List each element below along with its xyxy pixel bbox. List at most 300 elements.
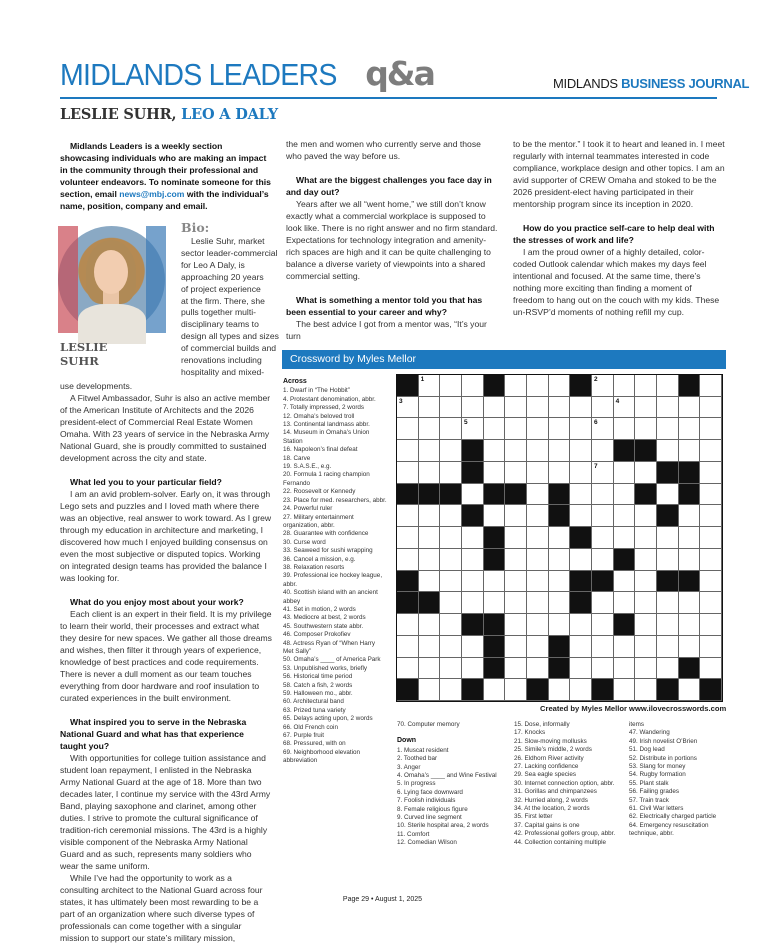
clue-line: organization, abbr. — [283, 521, 335, 529]
crossword-cell[interactable] — [635, 571, 657, 593]
crossword-cell[interactable] — [635, 527, 657, 549]
crossword-cell[interactable] — [419, 636, 441, 658]
crossword-block — [484, 614, 506, 636]
bio-paragraph: A Fitwel Ambassador, Suhr is also an active member of the American Institute of Architects and the 2026 president-elect of Commercial Real Estate Women Omaha. With 23 years of service in the Nebraska Army National Guard, she is proudly committed to sustained development across the city and state. — [60, 393, 271, 463]
crossword-cell[interactable] — [397, 636, 419, 658]
clue-line: 28. Guarantee with confidence — [283, 530, 369, 538]
crossword-block — [635, 440, 657, 462]
crossword-cell[interactable] — [570, 440, 592, 462]
crossword-cell[interactable] — [679, 636, 701, 658]
crossword-block — [397, 679, 419, 701]
crossword-cell[interactable] — [440, 679, 462, 701]
crossword-cell[interactable] — [679, 592, 701, 614]
crossword-cell[interactable] — [440, 636, 462, 658]
clue-line: 20. Formula 1 racing champion — [283, 471, 370, 479]
crossword-cell[interactable] — [484, 592, 506, 614]
crossword-block — [397, 571, 419, 593]
crossword-block — [549, 636, 571, 658]
crossword-block — [614, 549, 636, 571]
answer: The best advice I got from a mentor was, “It’s your turn — [286, 319, 487, 341]
crossword-cell[interactable] — [592, 505, 614, 527]
crossword-cell[interactable] — [592, 658, 614, 680]
crossword-cell[interactable] — [657, 549, 679, 571]
crossword-cell[interactable] — [679, 527, 701, 549]
portrait-photo — [58, 226, 165, 333]
crossword-cell[interactable] — [527, 549, 549, 571]
clue-line: 49. Irish novelist O’Brien — [629, 737, 698, 745]
answer: I am the proud owner of a highly detailed, color-coded Outlook calendar which makes my days feel intentional and focused. At the same time, there’s nothing more exciting than finding a moment of freedom to hang out on the couch with my kids. These un-RSVP’d moments of nothing refill my cup. — [513, 247, 720, 317]
down-clues-column-3 — [629, 721, 729, 839]
clue-line: 43. Mediocre at best, 2 words — [283, 614, 366, 622]
crossword-cell[interactable] — [635, 592, 657, 614]
crossword-cell[interactable] — [700, 592, 722, 614]
crossword-cell[interactable] — [419, 679, 441, 701]
clue-line: 30. Curse word — [283, 538, 326, 546]
crossword-cell[interactable] — [635, 549, 657, 571]
clue-line: Fernando — [283, 479, 310, 487]
crossword-block — [484, 658, 506, 680]
crossword-cell[interactable] — [635, 679, 657, 701]
crossword-block — [440, 484, 462, 506]
clue-line: 41. Set in motion, 2 words — [283, 605, 356, 613]
crossword-cell[interactable] — [462, 527, 484, 549]
crossword-cell[interactable] — [440, 571, 462, 593]
intro-text-before: Midlands Leaders is a weekly section showcasing individuals who are making an impact in the community through their professional and volunteer endeavors. To nominate someone for this section, email — [60, 141, 271, 199]
crossword-cell[interactable] — [700, 418, 722, 440]
clue-line: 67. Purple fruit — [283, 732, 324, 740]
crossword-cell[interactable] — [527, 592, 549, 614]
crossword-cell[interactable] — [549, 614, 571, 636]
crossword-cell[interactable] — [505, 462, 527, 484]
crossword-cell[interactable] — [657, 375, 679, 397]
clue-number: 5 — [463, 419, 468, 427]
crossword-cell[interactable] — [527, 636, 549, 658]
crossword-block — [397, 375, 419, 397]
crossword-cell[interactable] — [570, 462, 592, 484]
crossword-cell[interactable] — [419, 549, 441, 571]
bio-continued: use developments. — [60, 381, 133, 391]
bio-line: design all types and sizes — [181, 331, 279, 342]
clue-line: 18. Carve — [283, 454, 311, 462]
crossword-cell[interactable] — [570, 679, 592, 701]
crossword-cell[interactable] — [679, 397, 701, 419]
bio-line: disciplinary teams to — [181, 319, 259, 330]
photo-caption — [60, 340, 107, 368]
crossword-cell[interactable] — [592, 636, 614, 658]
clue-line: 5. In progress — [397, 780, 436, 788]
publication-name-bold: BUSINESS JOURNAL — [621, 76, 750, 91]
crossword-cell[interactable] — [592, 375, 614, 397]
bio-line: at the firm. There, she — [181, 295, 265, 306]
crossword-block — [484, 484, 506, 506]
clue-line: 38. Relaxation resorts — [283, 563, 345, 571]
clue-line: 56. Failing grades — [629, 788, 680, 796]
crossword-cell[interactable] — [484, 462, 506, 484]
crossword-cell[interactable] — [505, 527, 527, 549]
crossword-cell[interactable] — [592, 592, 614, 614]
clue-line: 26. Eldhorn River activity — [514, 754, 584, 762]
intro-text — [60, 140, 272, 212]
question: What do you enjoy most about your work? — [70, 597, 244, 607]
crossword-cell[interactable] — [484, 679, 506, 701]
crossword-cell[interactable] — [440, 440, 462, 462]
crossword-block — [700, 679, 722, 701]
crossword-cell[interactable] — [397, 418, 419, 440]
crossword-block — [484, 636, 506, 658]
crossword-cell[interactable] — [614, 505, 636, 527]
crossword-cell[interactable] — [592, 397, 614, 419]
crossword-cell[interactable] — [614, 527, 636, 549]
crossword-cell[interactable] — [700, 571, 722, 593]
crossword-cell[interactable] — [462, 571, 484, 593]
crossword-cell[interactable] — [614, 375, 636, 397]
crossword-cell[interactable] — [635, 636, 657, 658]
crossword-cell[interactable] — [505, 375, 527, 397]
crossword-block — [462, 462, 484, 484]
clue-line: 44. Collection containing multiple — [514, 838, 607, 846]
crossword-cell[interactable] — [440, 592, 462, 614]
crossword-cell[interactable] — [397, 549, 419, 571]
crossword-cell[interactable] — [484, 440, 506, 462]
clue-line: 21. Slow-moving mollusks — [514, 737, 587, 745]
crossword-cell[interactable] — [527, 505, 549, 527]
spacer — [397, 729, 509, 737]
crossword-block — [549, 505, 571, 527]
crossword-cell[interactable] — [635, 375, 657, 397]
crossword-cell[interactable] — [614, 679, 636, 701]
crossword-cell[interactable] — [657, 658, 679, 680]
crossword-cell[interactable] — [700, 614, 722, 636]
crossword-block — [397, 592, 419, 614]
crossword-cell[interactable] — [570, 549, 592, 571]
clue-line: items — [629, 721, 645, 728]
crossword-cell[interactable] — [419, 571, 441, 593]
clue-line: 53. Unpublished works, briefly — [283, 664, 367, 672]
bio-line: hospitality and mixed- — [181, 366, 265, 377]
crossword-cell[interactable] — [462, 418, 484, 440]
crossword-cell[interactable] — [419, 614, 441, 636]
crossword-cell[interactable] — [614, 636, 636, 658]
crossword-cell[interactable] — [419, 440, 441, 462]
crossword-cell[interactable] — [700, 397, 722, 419]
crossword-cell[interactable] — [549, 397, 571, 419]
clue-line: 45. Southwestern state abbr. — [283, 622, 364, 630]
crossword-cell[interactable] — [440, 397, 462, 419]
crossword-cell[interactable] — [592, 549, 614, 571]
answer: While I’ve had the opportunity to work as a consulting architect to the National Guard across four states, it has ultimately been most rewarding to be a part of an organization where such diverse types of professionals can come together with a singular mission to support our state’s military mission, — [60, 873, 263, 943]
crossword-cell[interactable] — [635, 505, 657, 527]
clue-line: 62. Electrically charged particle — [629, 813, 717, 821]
crossword-cell[interactable] — [657, 527, 679, 549]
crossword-cell[interactable] — [527, 440, 549, 462]
crossword-cell[interactable] — [679, 440, 701, 462]
header-rule-dash — [702, 97, 708, 99]
clue-line: abbey — [283, 597, 301, 605]
crossword-cell[interactable] — [505, 440, 527, 462]
crossword-cell[interactable] — [484, 505, 506, 527]
crossword-cell[interactable] — [462, 658, 484, 680]
answer: I am an avid problem-solver. Early on, it was through Lego sets and puzzles and I loved math where there was an objective, real answer to work toward. As I grew through my education in architecture and marketing, I discovered how much I enjoyed building consensus on even the most subjective or disputed topics. Working on integrated design teams has provided the balance I was looking for. — [60, 489, 272, 583]
crossword-block — [462, 440, 484, 462]
crossword-cell[interactable] — [614, 571, 636, 593]
crossword-cell[interactable] — [419, 462, 441, 484]
crossword-cell[interactable] — [397, 527, 419, 549]
bio-line: sector leader-commercial — [181, 247, 278, 258]
crossword-cell[interactable] — [592, 614, 614, 636]
crossword-block — [570, 375, 592, 397]
crossword-block — [679, 375, 701, 397]
crossword-cell[interactable] — [397, 397, 419, 419]
crossword-cell[interactable] — [549, 571, 571, 593]
crossword-cell[interactable] — [679, 614, 701, 636]
clue-line: 7. Foolish individuals — [397, 797, 456, 805]
crossword-cell[interactable] — [505, 614, 527, 636]
crossword-cell[interactable] — [440, 527, 462, 549]
crossword-block — [570, 527, 592, 549]
crossword-cell[interactable] — [700, 505, 722, 527]
clue-line: 19. S.A.S.E., e.g. — [283, 463, 332, 471]
crossword-cell[interactable] — [419, 418, 441, 440]
clue-line: 14. Museum in Omaha’s Union — [283, 429, 370, 437]
photo-background — [146, 226, 166, 333]
crossword-grid[interactable] — [396, 374, 723, 702]
intro-text-after: with the individual’s name, position, company and email. — [60, 189, 269, 211]
clue-line: 48. Actress Ryan of “When Harry — [283, 639, 376, 647]
crossword-cell[interactable] — [592, 484, 614, 506]
across-clues — [283, 378, 393, 766]
crossword-cell[interactable] — [570, 614, 592, 636]
crossword-cell[interactable] — [614, 484, 636, 506]
down-clues-column-2 — [514, 721, 629, 847]
crossword-cell[interactable] — [570, 658, 592, 680]
crossword-cell[interactable] — [397, 505, 419, 527]
crossword-cell[interactable] — [440, 505, 462, 527]
crossword-cell[interactable] — [657, 397, 679, 419]
crossword-cell[interactable] — [592, 418, 614, 440]
crossword-cell[interactable] — [505, 418, 527, 440]
masthead — [60, 54, 434, 98]
crossword-cell[interactable] — [419, 397, 441, 419]
clue-number: 2 — [593, 376, 598, 383]
down-clue-list — [397, 747, 509, 848]
clue-line: 11. Comfort — [397, 830, 430, 838]
clue-line: 25. Simile’s middle, 2 words — [514, 746, 592, 754]
crossword-block — [570, 592, 592, 614]
crossword-cell[interactable] — [635, 614, 657, 636]
clue-line: 58. Catch a fish, 2 words — [283, 681, 353, 689]
clue-line: Station — [283, 437, 303, 445]
clue-line: 12. Comedian Wilson — [397, 839, 457, 847]
crossword-cell[interactable] — [505, 571, 527, 593]
crossword-cell[interactable] — [614, 418, 636, 440]
clue-line: 69. Neighborhood elevation — [283, 748, 361, 756]
crossword-cell[interactable] — [505, 636, 527, 658]
clue-line: 50. Omaha’s ____ of America Park — [283, 656, 381, 664]
crossword-cell[interactable] — [635, 397, 657, 419]
crossword-cell[interactable] — [549, 592, 571, 614]
crossword-cell[interactable] — [419, 505, 441, 527]
crossword-cell[interactable] — [462, 375, 484, 397]
down-clue-list — [629, 721, 729, 839]
bio-line: of commercial builds and — [181, 343, 277, 354]
crossword-cell[interactable] — [570, 418, 592, 440]
down-clues-column-1 — [397, 721, 509, 848]
crossword-cell[interactable] — [440, 658, 462, 680]
clue-line: 8. Female religious figure — [397, 805, 468, 813]
crossword-cell[interactable] — [549, 418, 571, 440]
clue-line: 53. Slang for money — [629, 763, 686, 771]
crossword-cell[interactable] — [614, 397, 636, 419]
clue-line: 65. Delays acting upon, 2 words — [283, 715, 373, 723]
crossword-cell[interactable] — [592, 440, 614, 462]
crossword-cell[interactable] — [440, 418, 462, 440]
crossword-block — [657, 462, 679, 484]
crossword-cell[interactable] — [419, 527, 441, 549]
clue-line: 17. Knocks — [514, 729, 546, 737]
crossword-block — [549, 658, 571, 680]
byline-name: LESLIE SUHR, — [60, 106, 177, 123]
clue-line: 3. Anger — [397, 763, 421, 771]
crossword-cell[interactable] — [570, 397, 592, 419]
crossword-cell[interactable] — [549, 440, 571, 462]
crossword-cell[interactable] — [527, 614, 549, 636]
crossword-cell[interactable] — [679, 505, 701, 527]
clue-line: 4. Protestant denomination, abbr. — [283, 395, 376, 403]
crossword-cell[interactable] — [527, 527, 549, 549]
crossword-cell[interactable] — [570, 636, 592, 658]
crossword-cell[interactable] — [549, 375, 571, 397]
crossword-cell[interactable] — [505, 397, 527, 419]
crossword-block — [505, 484, 527, 506]
crossword-cell[interactable] — [484, 418, 506, 440]
crossword-cell[interactable] — [700, 440, 722, 462]
crossword-cell[interactable] — [549, 462, 571, 484]
crossword-cell[interactable] — [484, 397, 506, 419]
crossword-cell[interactable] — [700, 658, 722, 680]
crossword-block — [484, 549, 506, 571]
bio-line: renovations including — [181, 355, 262, 366]
crossword-cell[interactable] — [440, 549, 462, 571]
crossword-cell[interactable] — [527, 418, 549, 440]
clue-line: 37. Capital gains is one — [514, 821, 580, 829]
crossword-cell[interactable] — [440, 462, 462, 484]
crossword-cell[interactable] — [700, 462, 722, 484]
crossword-cell[interactable] — [462, 592, 484, 614]
crossword-cell[interactable] — [614, 592, 636, 614]
crossword-cell[interactable] — [484, 571, 506, 593]
clue-line: 59. Halloween mo., abbr. — [283, 690, 353, 698]
crossword-cell[interactable] — [679, 679, 701, 701]
crossword-cell[interactable] — [657, 592, 679, 614]
clue-line: 15. Dose, informally — [514, 721, 570, 728]
crossword-cell[interactable] — [462, 484, 484, 506]
crossword-cell[interactable] — [527, 375, 549, 397]
answer-continued: to be the mentor.” I took it to heart and leaned in. I meet regularly with internal teammates interested in code compliance, workplace design and other topics. I am an avid supporter of CREW Omaha and stoked to be the 2026 president-elect having participated in their mentorship program since its inception in 2020. — [513, 139, 725, 209]
crossword-cell[interactable] — [614, 658, 636, 680]
crossword-cell[interactable] — [570, 505, 592, 527]
question: How do you practice self-care to help deal with the stresses of work and life? — [513, 223, 715, 245]
clue-number: 6 — [593, 419, 598, 427]
clue-line: 36. Cancel a mission, e.g. — [283, 555, 356, 563]
crossword-cell[interactable] — [700, 375, 722, 397]
clue-line: abbr. — [283, 580, 298, 588]
bio-line: for Leo A Daly, is — [181, 259, 245, 270]
crossword-cell[interactable] — [527, 484, 549, 506]
crossword-cell[interactable] — [635, 418, 657, 440]
crossword-cell[interactable] — [549, 679, 571, 701]
crossword-cell[interactable] — [505, 549, 527, 571]
crossword-cell[interactable] — [614, 462, 636, 484]
clue-line: 1. Muscat resident — [397, 746, 449, 754]
crossword-cell[interactable] — [700, 636, 722, 658]
crossword-cell[interactable] — [700, 549, 722, 571]
crossword-cell[interactable] — [527, 462, 549, 484]
crossword-cell[interactable] — [635, 462, 657, 484]
crossword-cell[interactable] — [397, 614, 419, 636]
crossword-cell[interactable] — [635, 658, 657, 680]
clue-line: 33. Seaweed for sushi wrapping — [283, 547, 373, 555]
crossword-cell[interactable] — [592, 527, 614, 549]
publication-name — [553, 76, 749, 91]
crossword-cell[interactable] — [700, 527, 722, 549]
crossword-cell[interactable] — [440, 375, 462, 397]
crossword-cell[interactable] — [462, 549, 484, 571]
crossword-cell[interactable] — [462, 397, 484, 419]
crossword-cell[interactable] — [657, 418, 679, 440]
crossword-cell[interactable] — [592, 462, 614, 484]
crossword-cell[interactable] — [549, 527, 571, 549]
crossword-cell[interactable] — [657, 484, 679, 506]
crossword-cell[interactable] — [657, 614, 679, 636]
intro-email-link[interactable]: news@mbj.com — [119, 189, 185, 199]
crossword-cell[interactable] — [397, 658, 419, 680]
crossword-cell[interactable] — [505, 679, 527, 701]
crossword-block — [592, 571, 614, 593]
crossword-cell[interactable] — [397, 440, 419, 462]
crossword-cell[interactable] — [679, 549, 701, 571]
crossword-cell[interactable] — [527, 571, 549, 593]
clue-line: 61. Civil War letters — [629, 805, 684, 813]
crossword-block — [614, 614, 636, 636]
crossword-cell[interactable] — [527, 658, 549, 680]
crossword-cell[interactable] — [440, 614, 462, 636]
crossword-cell[interactable] — [505, 592, 527, 614]
crossword-cell[interactable] — [679, 418, 701, 440]
clue-line: 27. Lacking confidence — [514, 763, 579, 771]
crossword-cell[interactable] — [549, 549, 571, 571]
clue-line: 6. Lying face downward — [397, 788, 463, 796]
answer: With opportunities for college tuition assistance and student loan repayment, I enlisted in the Nebraska Army National Guard at the age of 18. More than two decades later, I continue my service with the 43rd Army Band, playing saxophone and clarinet, among other duties. I strive to promote the cultural significance of tradition-rich ceremonial missions. The 43rd is a highly visible component of the Nebraska Army National Guard and as such, represents many soldiers who wear the same uniform. — [60, 753, 271, 871]
crossword-cell[interactable] — [657, 636, 679, 658]
crossword-cell[interactable] — [419, 375, 441, 397]
crossword-cell[interactable] — [419, 658, 441, 680]
crossword-cell[interactable] — [657, 440, 679, 462]
crossword-cell[interactable] — [462, 636, 484, 658]
answer: Years after we all “went home,” we still don’t know exactly what a commercial workplace is supposed to look like. There is no right answer and no firm standard. Expectations for technology integration and amenity-rich spaces are high and it can be quite challenging to balance a diverse variety of viewpoints into a shared commercial setting. — [286, 199, 498, 281]
question: What led you to your particular field? — [70, 477, 222, 487]
crossword-cell[interactable] — [505, 505, 527, 527]
crossword-block — [679, 571, 701, 593]
section-qa-logo: q&a — [365, 54, 434, 93]
crossword-cell[interactable] — [570, 484, 592, 506]
crossword-cell[interactable] — [527, 397, 549, 419]
clue-line: 29. Sea eagle species — [514, 771, 576, 779]
bio-narrow — [181, 236, 281, 379]
crossword-cell[interactable] — [397, 462, 419, 484]
crossword-cell[interactable] — [700, 484, 722, 506]
crossword-cell[interactable] — [505, 658, 527, 680]
answer-continued: the men and women who currently serve and those who paved the way before us. — [286, 139, 481, 161]
